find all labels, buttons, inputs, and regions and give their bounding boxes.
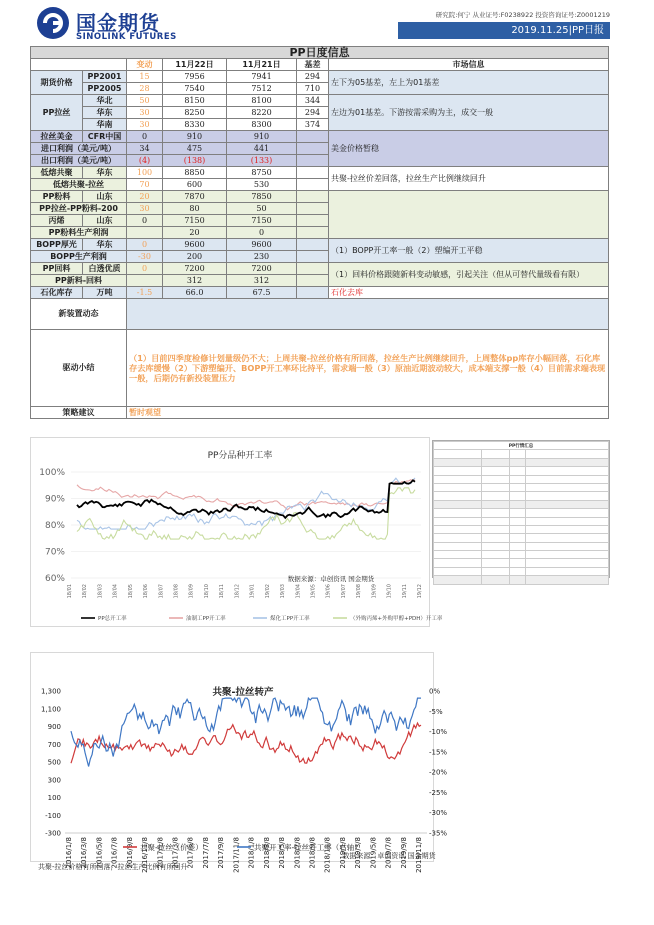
x-tick-label: 18/09	[188, 584, 195, 599]
group-label: 进口利润（美元/吨）	[31, 143, 127, 155]
x-tick-label: 2018/3/8	[262, 837, 271, 869]
snapshot-cell	[434, 483, 482, 491]
group-label: PP粉料	[31, 191, 83, 203]
y-left-tick-label: 1,100	[40, 705, 61, 714]
col-basis: 基差	[297, 59, 329, 71]
change-cell: 15	[127, 71, 163, 83]
snapshot-cell	[482, 559, 510, 567]
snapshot-cell	[434, 517, 482, 525]
x-tick-label: 2017/3/8	[171, 837, 180, 869]
y-left-tick-label: -300	[45, 829, 61, 838]
x-tick-label: 2018/7/8	[293, 837, 302, 869]
value-cell: 8300	[227, 119, 297, 131]
x-tick-label: 2019/1/8	[338, 837, 347, 869]
y-left-tick-label: 100	[47, 794, 61, 802]
value-cell: 441	[227, 143, 297, 155]
snapshot-cell	[526, 534, 609, 542]
change-cell: 30	[127, 119, 163, 131]
x-tick-label: 2017/11/8	[232, 837, 241, 873]
basis-cell	[297, 263, 329, 275]
snapshot-cell	[434, 559, 482, 567]
group-label: BOPP厚光	[31, 239, 83, 251]
basis-cell	[297, 287, 329, 299]
value-cell: 8850	[163, 167, 227, 179]
snapshot-cell	[434, 450, 482, 458]
col-date2: 11月21日	[227, 59, 297, 71]
y-right-tick-label: -25%	[429, 788, 448, 797]
value-cell: 312	[163, 275, 227, 287]
value-cell: 9600	[227, 239, 297, 251]
change-cell: (4)	[127, 155, 163, 167]
strategy-text: 暂时观望	[127, 407, 609, 419]
snapshot-cell	[510, 458, 526, 466]
value-cell: 8250	[163, 107, 227, 119]
y-right-tick-label: 0%	[429, 687, 441, 696]
snapshot-cell	[482, 509, 510, 517]
value-cell: 9600	[163, 239, 227, 251]
y-left-tick-label: 500	[47, 758, 61, 767]
snapshot-cell	[510, 483, 526, 491]
value-cell: 312	[227, 275, 297, 287]
value-cell: 530	[227, 179, 297, 191]
comment-recycle: （1）回料价格跟随新料变动敏感，引起关注（但从可替代量级看有限）	[329, 263, 609, 287]
snapshot-cell	[434, 576, 482, 584]
x-tick-label: 2018/5/8	[278, 837, 287, 869]
y-tick-label: 60%	[44, 574, 65, 584]
value-cell: 66.0	[163, 287, 227, 299]
snapshot-cell	[482, 450, 510, 458]
snapshot-cell	[510, 559, 526, 567]
basis-cell	[297, 155, 329, 167]
snapshot-cell	[510, 450, 526, 458]
x-tick-label: 18/08	[173, 584, 180, 599]
snapshot-cell	[510, 534, 526, 542]
snapshot-cell	[510, 475, 526, 483]
snapshot-cell	[482, 542, 510, 550]
new-capacity-label: 新装置动态	[31, 299, 127, 330]
change-cell: 0	[127, 215, 163, 227]
x-tick-label: 2019/5/8	[369, 837, 378, 869]
x-tick-label: 19/09	[371, 584, 378, 599]
x-tick-label: 18/10	[203, 584, 210, 599]
group-label: PP新料-回料	[31, 275, 127, 287]
basis-cell	[297, 239, 329, 251]
y-tick-label: 70%	[44, 547, 65, 558]
basis-cell	[297, 251, 329, 263]
item-label: 华东	[83, 167, 127, 179]
value-cell: 910	[227, 131, 297, 143]
group-label: 低熔共聚-拉丝	[31, 179, 127, 191]
item-label: 山东	[83, 215, 127, 227]
basis-cell: 710	[297, 83, 329, 95]
group-label: 低熔共聚	[31, 167, 83, 179]
change-cell	[127, 227, 163, 239]
x-tick-label: 19/10	[386, 584, 393, 599]
change-cell	[127, 275, 163, 287]
basis-cell	[297, 203, 329, 215]
snapshot-cell	[482, 483, 510, 491]
snapshot-cell	[482, 525, 510, 533]
comment-bopp: （1）BOPP开工率一般（2）塑编开工平稳	[329, 239, 609, 263]
snapshot-cell	[510, 551, 526, 559]
snapshot-cell	[482, 517, 510, 525]
snapshot-cell	[434, 509, 482, 517]
change-cell: -30	[127, 251, 163, 263]
snapshot-table	[433, 441, 609, 585]
chart-operating-rate-svg	[31, 438, 443, 626]
value-cell: 7941	[227, 71, 297, 83]
x-tick-label: 2018/11/8	[323, 837, 332, 873]
x-tick-label: 18/02	[82, 584, 89, 599]
basis-cell	[297, 215, 329, 227]
comment-futures: 左下为05基差，左上为01基差	[329, 71, 609, 95]
group-label: 拉丝美金	[31, 131, 83, 143]
x-tick-label: 19/03	[280, 584, 287, 599]
value-cell: (133)	[227, 155, 297, 167]
snapshot-cell	[526, 492, 609, 500]
x-tick-label: 19/01	[249, 584, 256, 599]
item-label: 华东	[83, 107, 127, 119]
basis-cell	[297, 143, 329, 155]
snapshot-cell	[526, 483, 609, 491]
header-blank	[31, 59, 127, 71]
value-cell: 910	[163, 131, 227, 143]
comment-spot: 左边为01基差。下游按需采购为主，成交一般	[329, 95, 609, 131]
driver-text: （1）目前四季度检修计划量级仍不大；上周共聚-拉丝价格有所回落，拉丝生产比例继续回升，上周整体pp库存小幅回落，石化库存去库缓慢（2）下游塑编开、BOPP开工率环比持平，需求端一般（3）原油近期波动较大，成本端支撑一般（4）目前需求端表现一般，后期仍有新投装置压力	[127, 330, 609, 407]
group-label: 石化库存	[31, 287, 83, 299]
chart2-caption: 共聚-拉丝价格有所回落，拉丝生产比例有所回升	[38, 863, 188, 871]
logo-icon	[36, 6, 70, 40]
snapshot-cell	[526, 576, 609, 584]
y-tick-label: 80%	[44, 521, 65, 531]
x-tick-label: 19/08	[356, 584, 363, 599]
snapshot-cell	[434, 467, 482, 475]
x-tick-label: 2017/7/8	[201, 837, 210, 869]
snapshot-cell	[434, 492, 482, 500]
report-title-bar: 2019.11.25|PP日报	[398, 22, 610, 39]
x-tick-label: 2019/9/8	[399, 837, 408, 869]
basis-cell	[297, 131, 329, 143]
basis-cell: 344	[297, 95, 329, 107]
item-label: CFR中国	[83, 131, 127, 143]
x-tick-label: 19/06	[325, 584, 332, 599]
value-cell: 8330	[163, 119, 227, 131]
value-cell: 7200	[163, 263, 227, 275]
snapshot-cell	[526, 458, 609, 466]
comment-dollar: 美金价格暂稳	[329, 131, 609, 167]
x-tick-label: 2016/1/8	[65, 837, 73, 869]
x-tick-label: 18/04	[112, 584, 119, 599]
x-tick-label: 18/07	[158, 584, 165, 599]
snapshot-cell	[434, 567, 482, 575]
snapshot-cell	[434, 542, 482, 550]
snapshot-cell	[526, 509, 609, 517]
x-tick-label: 2016/3/8	[80, 837, 89, 869]
legend-label: 油制工PP开工率	[186, 616, 226, 622]
value-cell: 20	[163, 227, 227, 239]
group-label: PP回料	[31, 263, 83, 275]
x-tick-label: 2019/7/8	[384, 837, 393, 869]
chart2-title: 共聚-拉丝转产	[212, 687, 274, 698]
group-label: BOPP生产利润	[31, 251, 127, 263]
x-tick-label: 2017/5/8	[186, 837, 195, 869]
table-title: PP日度信息	[31, 47, 609, 59]
snapshot-cell	[482, 551, 510, 559]
comment-powder	[329, 191, 609, 239]
item-label: 山东	[83, 191, 127, 203]
snapshot-cell	[526, 467, 609, 475]
y-right-tick-label: -35%	[429, 829, 448, 838]
snapshot-cell	[434, 475, 482, 483]
snapshot-cell	[482, 567, 510, 575]
value-cell: 7540	[163, 83, 227, 95]
snapshot-cell	[510, 576, 526, 584]
snapshot-cell	[526, 450, 609, 458]
value-cell: 8150	[163, 95, 227, 107]
value-cell: 600	[163, 179, 227, 191]
snapshot-cell	[510, 542, 526, 550]
col-change: 变动	[127, 59, 163, 71]
basis-cell: 374	[297, 119, 329, 131]
snapshot-cell	[482, 500, 510, 508]
basis-cell: 294	[297, 107, 329, 119]
snapshot-cell	[482, 492, 510, 500]
comment-inventory: 石化去库	[329, 287, 609, 299]
change-cell: 0	[127, 263, 163, 275]
value-cell: 7850	[227, 191, 297, 203]
chart2-source: 数据来源：卓创资讯 国金期货	[342, 852, 436, 860]
snapshot-cell	[434, 534, 482, 542]
x-tick-label: 18/01	[67, 584, 73, 599]
change-cell: 70	[127, 179, 163, 191]
x-tick-label: 2018/9/8	[308, 837, 317, 869]
basis-cell	[297, 275, 329, 287]
y-right-tick-label: -15%	[429, 748, 448, 757]
snapshot-cell	[434, 525, 482, 533]
logo-text-cn: 国金期货	[76, 11, 160, 35]
snapshot-cell	[526, 517, 609, 525]
change-cell: -1.5	[127, 287, 163, 299]
change-cell: 50	[127, 95, 163, 107]
x-tick-label: 18/11	[219, 584, 226, 599]
value-cell: 7150	[163, 215, 227, 227]
x-tick-label: 2018/1/8	[247, 837, 256, 869]
change-cell: 34	[127, 143, 163, 155]
chart1-source: 数据来源：卓创资讯 国金期货	[287, 575, 375, 583]
snapshot-cell	[434, 500, 482, 508]
snapshot-cell	[434, 458, 482, 466]
change-cell: 20	[127, 191, 163, 203]
value-cell: 7150	[227, 215, 297, 227]
x-tick-label: 2017/1/8	[156, 837, 165, 869]
snapshot-cell	[510, 567, 526, 575]
item-label: 万吨	[83, 287, 127, 299]
x-tick-label: 2017/9/8	[217, 837, 226, 869]
item-label: 华北	[83, 95, 127, 107]
snapshot-cell	[526, 475, 609, 483]
legend-label: PP总开工率	[98, 616, 127, 622]
basis-cell	[297, 167, 329, 179]
group-label: 期货价格	[31, 71, 83, 95]
snapshot-cell	[526, 567, 609, 575]
item-label: PP2005	[83, 83, 127, 95]
item-label: 白透优质	[83, 263, 127, 275]
legend-label: （外购丙烯+外购甲醇+PDH）开工率	[350, 616, 443, 622]
y-tick-label: 100%	[39, 468, 65, 478]
driver-label: 驱动小结	[31, 330, 127, 407]
x-tick-label: 19/12	[417, 584, 423, 599]
value-cell: 7870	[163, 191, 227, 203]
change-cell: 0	[127, 239, 163, 251]
snapshot-cell	[510, 517, 526, 525]
value-cell: 7512	[227, 83, 297, 95]
value-cell: 8100	[227, 95, 297, 107]
y-left-tick-label: 700	[47, 740, 61, 749]
y-tick-label: 90%	[44, 494, 65, 505]
x-tick-label: 19/02	[264, 584, 271, 599]
snapshot-summary	[432, 440, 610, 578]
x-tick-label: 2019/3/8	[354, 837, 363, 869]
legend-label: 煤化工PP开工率	[270, 616, 310, 622]
snapshot-cell	[510, 467, 526, 475]
legend-label: 共聚开工率-拉丝开工率（右轴）	[254, 843, 362, 852]
pp-daily-table	[30, 46, 609, 419]
y-left-tick-label: 1,300	[40, 687, 61, 696]
col-date1: 11月22日	[163, 59, 227, 71]
snapshot-cell	[526, 525, 609, 533]
y-left-tick-label: -100	[45, 811, 61, 820]
basis-cell	[297, 191, 329, 203]
basis-cell: 294	[297, 71, 329, 83]
series-line	[71, 723, 421, 763]
item-label: PP2001	[83, 71, 127, 83]
comment-copoly: 共聚-拉丝价差回落，拉丝生产比例继续回升	[329, 167, 609, 191]
logo-text-en: SINOLINK FUTURES	[76, 32, 177, 42]
x-tick-label: 19/05	[310, 584, 317, 599]
x-tick-label: 18/05	[127, 584, 134, 599]
value-cell: 8750	[227, 167, 297, 179]
series-line	[77, 480, 415, 518]
chart1-title: PP分品种开工率	[207, 451, 273, 461]
x-tick-label: 19/11	[401, 584, 408, 599]
change-cell: 28	[127, 83, 163, 95]
group-label: PP粉料生产利润	[31, 227, 127, 239]
group-label: 出口利润（美元/吨）	[31, 155, 127, 167]
y-right-tick-label: -5%	[429, 707, 443, 716]
x-tick-label: 19/04	[295, 584, 302, 599]
item-label: 华东	[83, 239, 127, 251]
strategy-label: 策略建议	[31, 407, 127, 419]
change-cell: 100	[127, 167, 163, 179]
snapshot-cell	[510, 492, 526, 500]
value-cell: 7200	[227, 263, 297, 275]
x-tick-label: 2016/9/8	[125, 837, 134, 869]
series-line	[77, 480, 415, 510]
y-left-tick-label: 900	[47, 723, 61, 731]
x-tick-label: 18/03	[97, 584, 104, 599]
snapshot-cell	[434, 551, 482, 559]
change-cell: 0	[127, 131, 163, 143]
snapshot-cell	[510, 509, 526, 517]
x-tick-label: 2016/11/8	[141, 837, 150, 873]
analyst-credentials: 研究院:何宁 从业证号:F0238922 投资咨询证号:Z0001219	[435, 11, 610, 19]
group-label: PP拉丝-PP粉料-200	[31, 203, 127, 215]
new-capacity-content	[127, 299, 609, 330]
x-tick-label: 18/06	[143, 584, 150, 599]
chart-operating-rate	[30, 437, 443, 627]
x-tick-label: 2019/11/8	[415, 837, 423, 873]
group-label: 丙烯	[31, 215, 83, 227]
snapshot-cell	[482, 475, 510, 483]
snapshot-cell	[510, 525, 526, 533]
item-label: 华南	[83, 119, 127, 131]
y-right-tick-label: -20%	[429, 768, 448, 777]
value-cell: 230	[227, 251, 297, 263]
value-cell: 80	[163, 203, 227, 215]
basis-cell	[297, 179, 329, 191]
value-cell: (138)	[163, 155, 227, 167]
value-cell: 0	[227, 227, 297, 239]
snapshot-cell	[526, 542, 609, 550]
basis-cell	[297, 227, 329, 239]
value-cell: 50	[227, 203, 297, 215]
y-right-tick-label: -10%	[429, 728, 448, 737]
group-label: PP拉丝	[31, 95, 83, 131]
snapshot-cell	[526, 559, 609, 567]
value-cell: 67.5	[227, 287, 297, 299]
y-right-tick-label: -30%	[429, 809, 448, 818]
x-tick-label: 19/07	[340, 584, 347, 599]
x-tick-label: 2016/7/8	[110, 837, 119, 869]
snapshot-cell	[526, 551, 609, 559]
value-cell: 7956	[163, 71, 227, 83]
snapshot-cell	[526, 500, 609, 508]
value-cell: 200	[163, 251, 227, 263]
snapshot-cell	[510, 500, 526, 508]
change-cell: 30	[127, 107, 163, 119]
x-tick-label: 18/12	[234, 584, 241, 599]
snapshot-cell	[482, 458, 510, 466]
value-cell: 475	[163, 143, 227, 155]
value-cell: 8220	[227, 107, 297, 119]
snapshot-cell	[482, 534, 510, 542]
change-cell: 30	[127, 203, 163, 215]
col-market-info: 市场信息	[329, 59, 609, 71]
y-left-tick-label: 300	[47, 776, 61, 785]
snapshot-title: PP行情汇总	[434, 442, 609, 450]
snapshot-cell	[482, 467, 510, 475]
snapshot-cell	[482, 576, 510, 584]
legend-label: 共聚-拉丝（价差）	[140, 843, 203, 852]
x-tick-label: 2016/5/8	[95, 837, 104, 869]
